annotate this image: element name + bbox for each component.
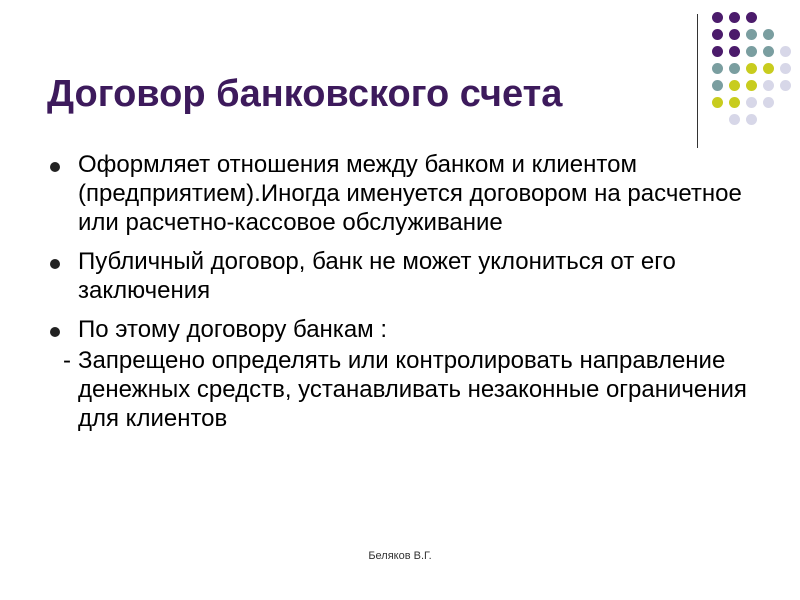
decorative-dot-purple: [746, 12, 757, 23]
decorative-dot-olive: [763, 63, 774, 74]
decorative-dot-lavender: [780, 63, 791, 74]
bullet-dot-icon: [50, 162, 60, 172]
decorative-dot-lavender: [729, 114, 740, 125]
decorative-dot-purple: [712, 12, 723, 23]
decorative-dot-olive: [729, 97, 740, 108]
decorative-dot-teal: [746, 29, 757, 40]
decorative-dot-purple: [712, 29, 723, 40]
footer-author: Беляков В.Г.: [368, 550, 432, 562]
decorative-dot-lavender: [763, 80, 774, 91]
decorative-dot-teal: [746, 46, 757, 57]
bullet-item-3: [47, 315, 767, 344]
decorative-dot-teal: [712, 80, 723, 91]
decorative-dot-lavender: [746, 97, 757, 108]
bullet-text-3: По этому договору банкам :: [78, 316, 387, 343]
decorative-dot-olive: [746, 80, 757, 91]
decorative-dot-lavender: [746, 114, 757, 125]
bullet-dot-icon: [50, 327, 60, 337]
decorative-dot-olive: [712, 97, 723, 108]
sub-item-dash: -: [63, 347, 71, 374]
decorative-dot-olive: [746, 63, 757, 74]
decorative-dot-lavender: [780, 80, 791, 91]
bullet-text-2: Публичный договор, банк не может уклониться от его заключения: [78, 248, 676, 304]
slide-content: [47, 150, 767, 433]
decorative-dot-lavender: [780, 46, 791, 57]
decorative-dot-lavender: [763, 97, 774, 108]
bullet-item-2: [47, 247, 767, 305]
decorative-dot-teal: [763, 46, 774, 57]
decorative-dot-purple: [729, 29, 740, 40]
sub-item-text: Запрещено определять или контролировать направление денежных средств, устанавливать незаконные ограничения для клиентов: [78, 347, 747, 432]
decorative-dot-purple: [729, 12, 740, 23]
slide-title: Договор банковского счета: [47, 73, 563, 115]
decorative-dot-teal: [712, 63, 723, 74]
decorative-dot-teal: [763, 29, 774, 40]
decorative-dot-olive: [729, 80, 740, 91]
vertical-divider: [697, 14, 698, 148]
bullet-item-1: [47, 150, 767, 237]
decorative-dot-purple: [712, 46, 723, 57]
decorative-dot-teal: [729, 63, 740, 74]
sub-item: [47, 346, 767, 433]
bullet-dot-icon: [50, 259, 60, 269]
decorative-dot-purple: [729, 46, 740, 57]
bullet-text-1: Оформляет отношения между банком и клиентом (предприятием).Иногда именуется договором на расчетное или расчетно-кассовое обслуживание: [78, 151, 742, 236]
